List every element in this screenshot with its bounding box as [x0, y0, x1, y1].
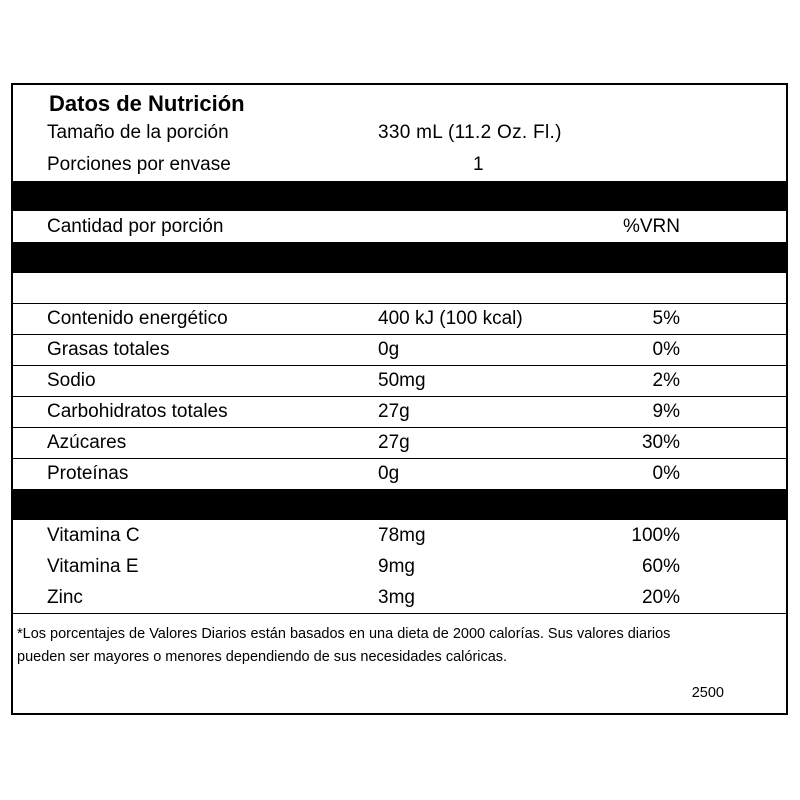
nutrient-name: Vitamina E — [47, 556, 139, 577]
table-row — [13, 520, 786, 551]
nutrient-amount: 3mg — [378, 587, 415, 608]
footer-number: 2500 — [691, 685, 724, 701]
nutrient-percent: 0% — [652, 339, 680, 360]
nutrient-amount: 9mg — [378, 556, 415, 577]
nutrient-percent: 30% — [641, 432, 680, 453]
nutrient-amount: 0g — [378, 339, 400, 360]
nutrient-name: Contenido energético — [47, 308, 228, 329]
amount-header-row — [13, 211, 786, 242]
divider-bar — [13, 181, 786, 211]
footnote-line: pueden ser mayores o menores dependiendo de sus necesidades calóricas. — [17, 649, 508, 665]
table-row — [13, 582, 786, 613]
nutrient-amount: 27g — [378, 432, 410, 453]
servings-value: 1 — [473, 154, 484, 175]
nutrient-amount: 400 kJ (100 kcal) — [378, 308, 523, 329]
amount-header: Cantidad por porción — [47, 216, 224, 237]
nutrient-name: Carbohidratos totales — [47, 401, 228, 422]
nutrient-percent: 9% — [652, 401, 680, 422]
label-title: Datos de Nutrición — [49, 91, 245, 116]
nutrient-percent: 100% — [631, 525, 680, 546]
nutrient-name: Azúcares — [47, 432, 127, 453]
nutrient-percent: 5% — [652, 308, 680, 329]
table-row — [13, 334, 786, 365]
table-row — [13, 365, 786, 396]
table-row — [13, 551, 786, 582]
nutrient-percent: 0% — [652, 463, 680, 484]
serving-size-row — [13, 117, 786, 148]
nutrient-amount: 27g — [378, 401, 410, 422]
table-row — [13, 458, 786, 489]
nutrient-amount: 50mg — [378, 370, 426, 391]
servings-label: Porciones por envase — [47, 154, 231, 175]
serving-size-label: Tamaño de la porción — [47, 122, 229, 143]
nutrient-name: Grasas totales — [47, 339, 170, 360]
nutrient-amount: 78mg — [378, 525, 426, 546]
serving-size-value: 330 mL (11.2 Oz. Fl.) — [378, 122, 562, 143]
divider-line — [13, 613, 786, 614]
nutrient-name: Proteínas — [47, 463, 129, 484]
nutrient-name: Vitamina C — [47, 525, 140, 546]
nutrient-percent: 20% — [641, 587, 680, 608]
nutrient-percent: 2% — [652, 370, 680, 391]
table-row — [13, 396, 786, 427]
nutrient-percent: 60% — [641, 556, 680, 577]
footnote — [17, 623, 784, 669]
nutrient-name: Sodio — [47, 370, 96, 391]
nutrient-amount: 0g — [378, 463, 400, 484]
footnote-line: *Los porcentajes de Valores Diarios están basados en una dieta de 2000 calorías. Sus valores diarios — [17, 626, 671, 642]
divider-bar — [13, 242, 786, 273]
nutrition-facts-panel — [11, 83, 788, 715]
nutrient-name: Zinc — [47, 587, 83, 608]
table-row — [13, 303, 786, 334]
percent-header: %VRN — [622, 216, 680, 237]
servings-row — [13, 149, 786, 180]
table-row — [13, 427, 786, 458]
divider-bar — [13, 489, 786, 520]
